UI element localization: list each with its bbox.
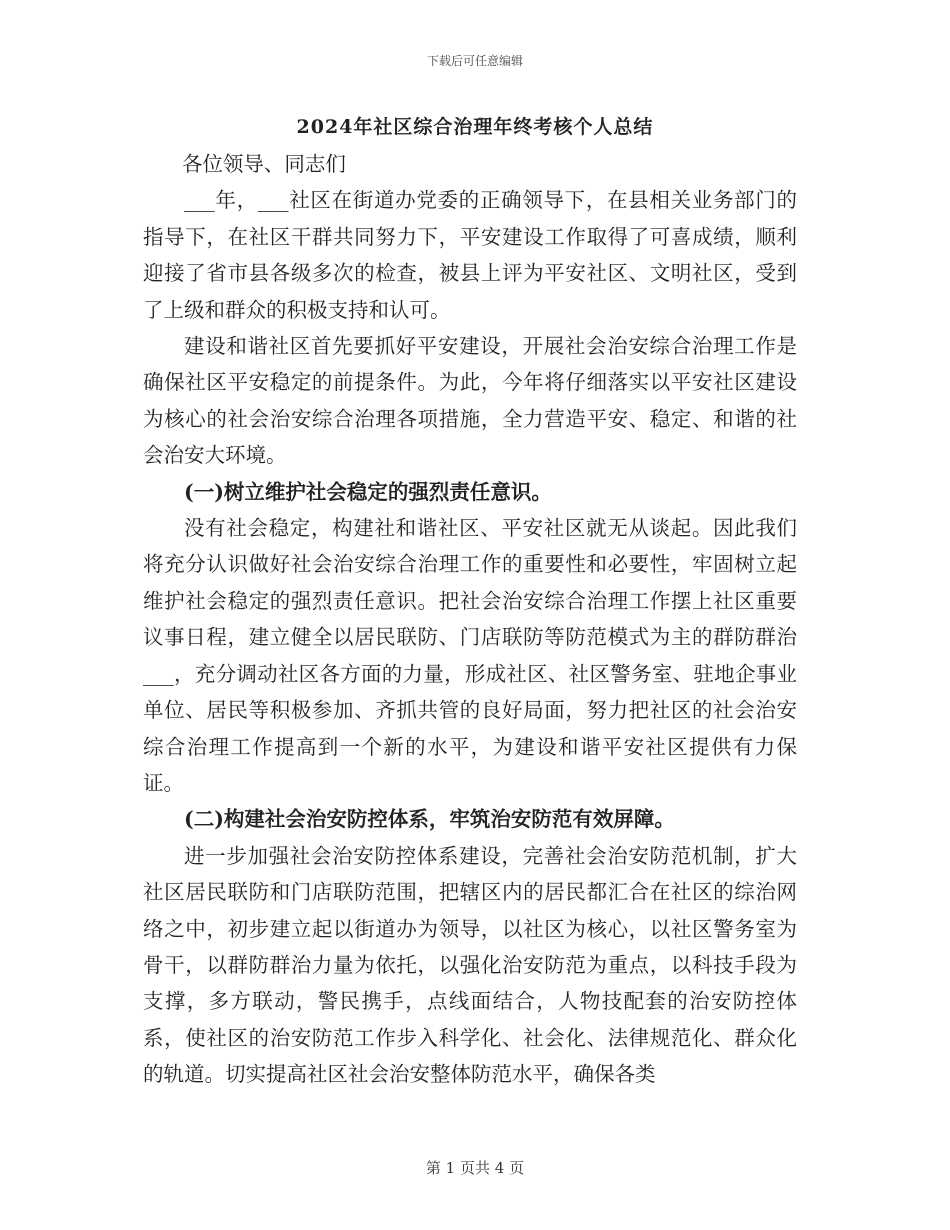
section-heading: (一)树立维护社会稳定的强烈责任意识。 [184, 479, 552, 504]
paragraph: ___年，___社区在街道办党委的正确领导下，在县相关业务部门的指导下，在社区干群共同努力下，平安建设工作取得了可喜成绩，顺利迎接了省市县各级多次的检查，被县上评为平安社区、文明社区，受到了上级和群众的积极支持和认可。 [143, 188, 797, 322]
paragraph: 建设和谐社区首先要抓好平安建设，开展社会治安综合治理工作是确保社区平安稳定的前提条件。为此，今年将仔细落实以平安社区建设为核心的社会治安综合治理各项措施，全力营造平安、稳定、和谐的社会治安大环境。 [143, 334, 797, 468]
section-heading: (二)构建社会治安防控体系，牢筑治安防范有效屏障。 [184, 807, 675, 832]
greeting: 各位领导、同志们 [181, 152, 346, 176]
page-indicator: 第 1 页共 4 页 [425, 1159, 525, 1177]
page-title: 2024年社区综合治理年终考核个人总结 [296, 116, 654, 138]
paragraph: 没有社会稳定，构建社和谐社区、平安社区就无从谈起。因此我们将充分认识做好社会治安综合治理工作的重要性和必要性，牢固树立起维护社会稳定的强烈责任意识。把社会治安综合治理工作摆上社区重要议事日程，建立健全以居民联防、门店联防等防范模式为主的群防群治___，充分调动社区各方面的力量，形成社区、社区警务室、驻地企事业单位、居民等积极参加、齐抓共管的良好局面，努力把社区的社会治安综合治理工作提高到一个新的水平，为建设和谐平安社区提供有力保证。 [143, 516, 797, 795]
header-note: 下载后可任意编辑 [426, 54, 523, 68]
paragraph: 进一步加强社会治安防控体系建设，完善社会治安防范机制，扩大社区居民联防和门店联防范围，把辖区内的居民都汇合在社区的综治网络之中，初步建立起以街道办为领导，以社区为核心，以社区警务室为骨干，以群防群治力量为依托，以强化治安防范为重点，以科技手段为支撑，多方联动，警民携手，点线面结合，人物技配套的治安防控体系，使社区的治安防范工作步入科学化、社会化、法律规范化、群众化的轨道。切实提高社区社会治安整体防范水平，确保各类 [143, 843, 797, 1087]
document-body [143, 146, 797, 1093]
